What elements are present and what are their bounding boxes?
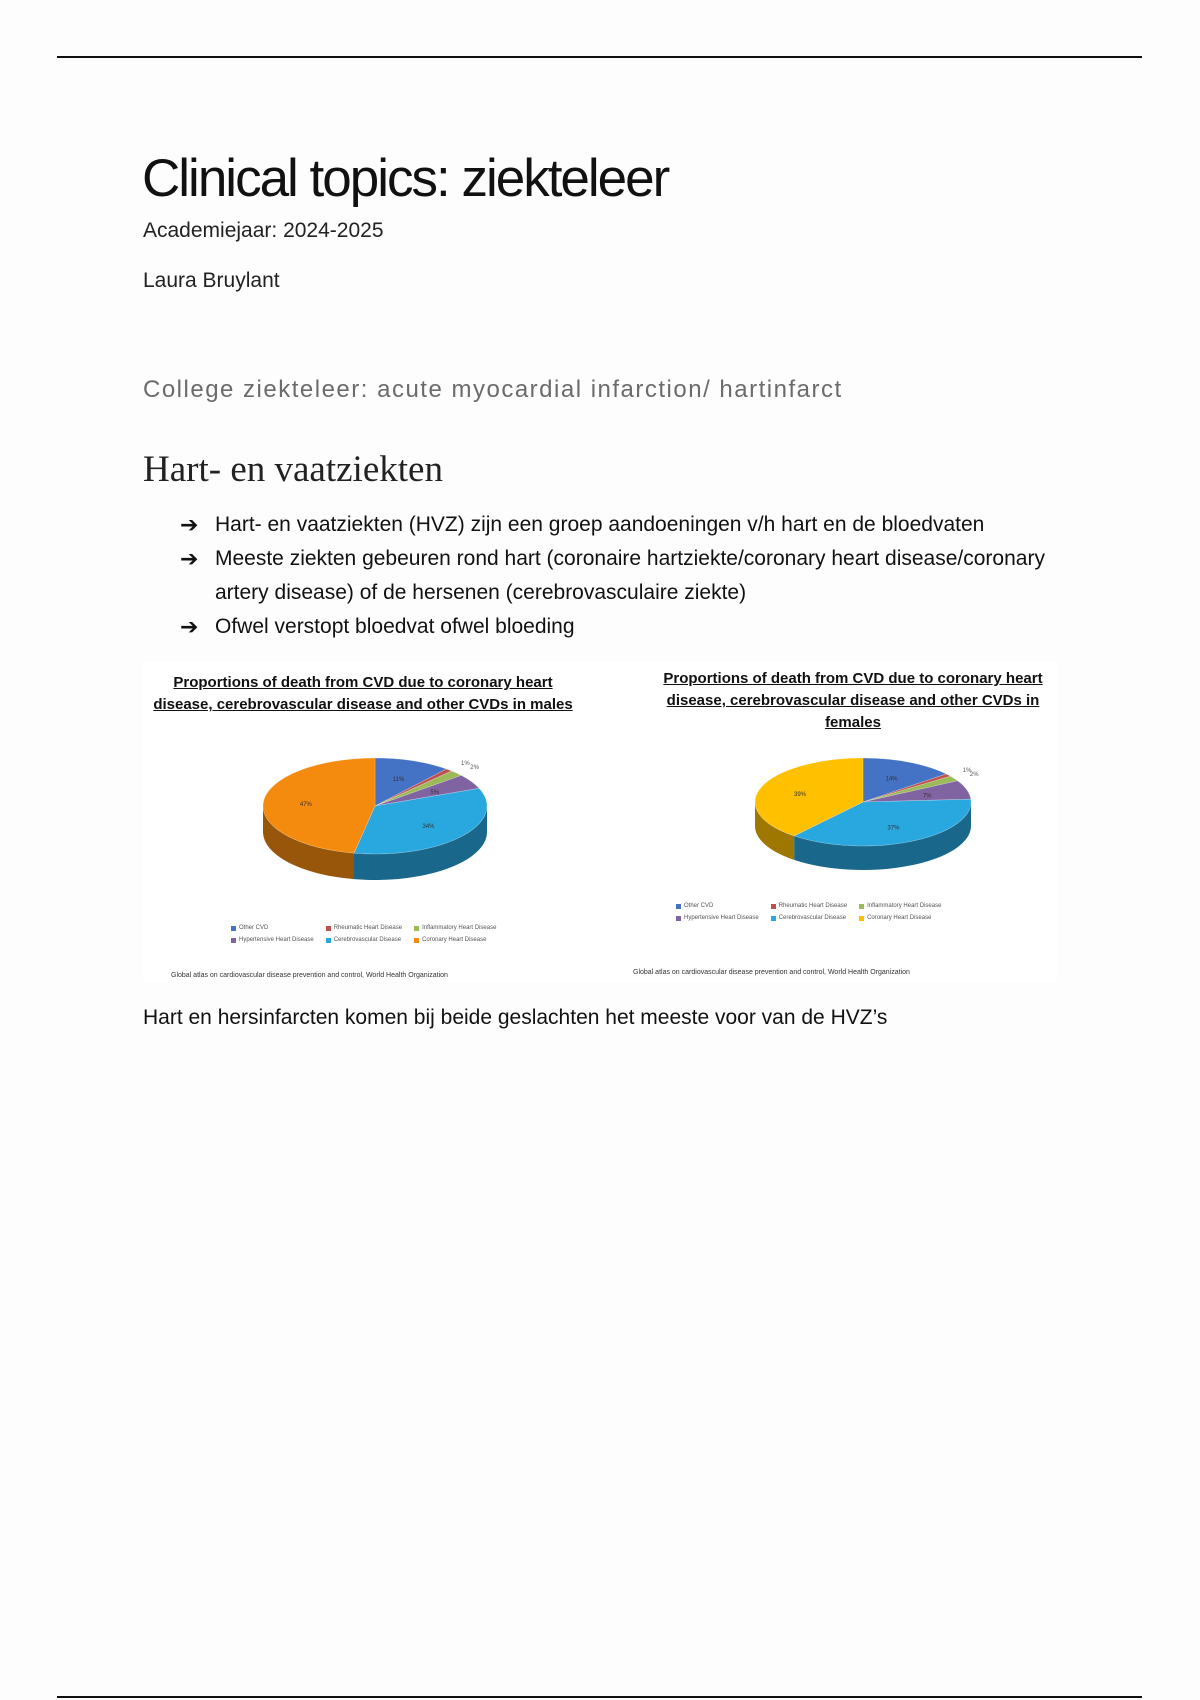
- pie-data-label: 1%: [461, 761, 470, 768]
- legend-item: [414, 937, 496, 943]
- pie-data-label: 34%: [422, 823, 435, 830]
- legend-label: Cerebrovascular Disease: [778, 915, 847, 921]
- bullet-text: Hart- en vaatziekten (HVZ) zijn een groep aandoeningen v/h hart en de bloedvaten: [215, 513, 985, 536]
- cvd-pie-charts-figure: [143, 662, 1057, 982]
- bullet-text: Ofwel verstopt bloedvat ofwel bloeding: [215, 615, 575, 638]
- chart-legend: [676, 903, 941, 921]
- legend-item: [414, 925, 496, 931]
- academic-year: Academiejaar: 2024-2025: [143, 219, 384, 242]
- legend-swatch: [771, 904, 776, 909]
- legend-item: [676, 915, 759, 921]
- legend-swatch: [414, 938, 419, 943]
- pie-data-label: 14%: [885, 776, 898, 783]
- arrow-right-icon: ➔: [180, 512, 199, 537]
- page-title: Clinical topics: ziekteleer: [142, 149, 669, 208]
- author-name: Laura Bruylant: [143, 269, 280, 292]
- pie-data-label: 2%: [969, 772, 979, 779]
- pie-data-label: 47%: [299, 802, 312, 809]
- pie-data-label: 5%: [430, 789, 440, 796]
- legend-item: [326, 925, 402, 931]
- legend-swatch: [676, 916, 681, 921]
- legend-label: Inflammatory Heart Disease: [422, 925, 497, 931]
- lecture-subtitle: College ziekteleer: acute myocardial infarction/ hartinfarct: [143, 376, 843, 403]
- legend-swatch: [676, 904, 681, 909]
- chart-source: Global atlas on cardiovascular disease prevention and control, World Health Organization: [171, 972, 448, 979]
- legend-label: Other CVD: [239, 925, 269, 931]
- pie-chart-females: [633, 662, 1093, 982]
- bullet-list: [180, 508, 1080, 644]
- section-heading: Hart- en vaatziekten: [143, 449, 443, 490]
- pie-data-label: 37%: [887, 825, 900, 832]
- legend-swatch: [231, 926, 236, 931]
- page-top-rule: [57, 56, 1142, 58]
- legend-item: [859, 903, 941, 909]
- legend-label: Rheumatic Heart Disease: [778, 903, 848, 909]
- legend-swatch: [326, 926, 331, 931]
- bullet-text: Meeste ziekten gebeuren rond hart (coronaire hartziekte/coronary heart disease/coronary artery disease) of de hersenen (cerebrovasculaire ziekte): [215, 547, 1045, 604]
- legend-item: [771, 903, 847, 909]
- legend-label: Coronary Heart Disease: [422, 937, 487, 943]
- legend-swatch: [859, 904, 864, 909]
- pie-data-label: 11%: [392, 776, 405, 783]
- chart-source: Global atlas on cardiovascular disease prevention and control, World Health Organization: [633, 969, 910, 976]
- legend-item: [859, 915, 941, 921]
- pie-data-label: 1%: [962, 768, 972, 775]
- chart-title: Proportions of death from CVD due to coronary heart disease, cerebrovascular disease and other CVDs in females: [663, 670, 1043, 731]
- legend-item: [231, 937, 314, 943]
- page-bottom-rule: [57, 1696, 1142, 1698]
- legend-item: [676, 903, 759, 909]
- chart-title: Proportions of death from CVD due to coronary heart disease, cerebrovascular disease and other CVDs in males: [153, 674, 573, 713]
- legend-swatch: [414, 926, 419, 931]
- legend-item: [326, 937, 402, 943]
- pie-chart-males: [143, 662, 603, 982]
- legend-label: Coronary Heart Disease: [867, 915, 932, 921]
- legend-item: [771, 915, 847, 921]
- arrow-right-icon: ➔: [180, 614, 199, 639]
- pie-data-label: 7%: [922, 793, 932, 800]
- conclusion-text: Hart en hersinfarcten komen bij beide geslachten het meeste voor van de HVZ’s: [143, 1006, 888, 1029]
- legend-label: Other CVD: [684, 903, 714, 909]
- legend-swatch: [771, 916, 776, 921]
- legend-item: [231, 925, 314, 931]
- legend-label: Hypertensive Heart Disease: [684, 915, 759, 921]
- legend-label: Rheumatic Heart Disease: [333, 925, 403, 931]
- bullet-item: [180, 610, 1080, 644]
- bullet-item: [180, 542, 1080, 610]
- arrow-right-icon: ➔: [180, 546, 199, 571]
- bullet-item: [180, 508, 1080, 542]
- legend-swatch: [326, 938, 331, 943]
- pie-data-label: 39%: [793, 791, 807, 798]
- pie-data-label: 2%: [470, 764, 479, 771]
- chart-legend: [231, 925, 496, 943]
- legend-label: Inflammatory Heart Disease: [867, 903, 942, 909]
- pie-svg-males: [143, 662, 603, 962]
- legend-swatch: [231, 938, 236, 943]
- legend-label: Cerebrovascular Disease: [333, 937, 402, 943]
- legend-swatch: [859, 916, 864, 921]
- legend-label: Hypertensive Heart Disease: [239, 937, 314, 943]
